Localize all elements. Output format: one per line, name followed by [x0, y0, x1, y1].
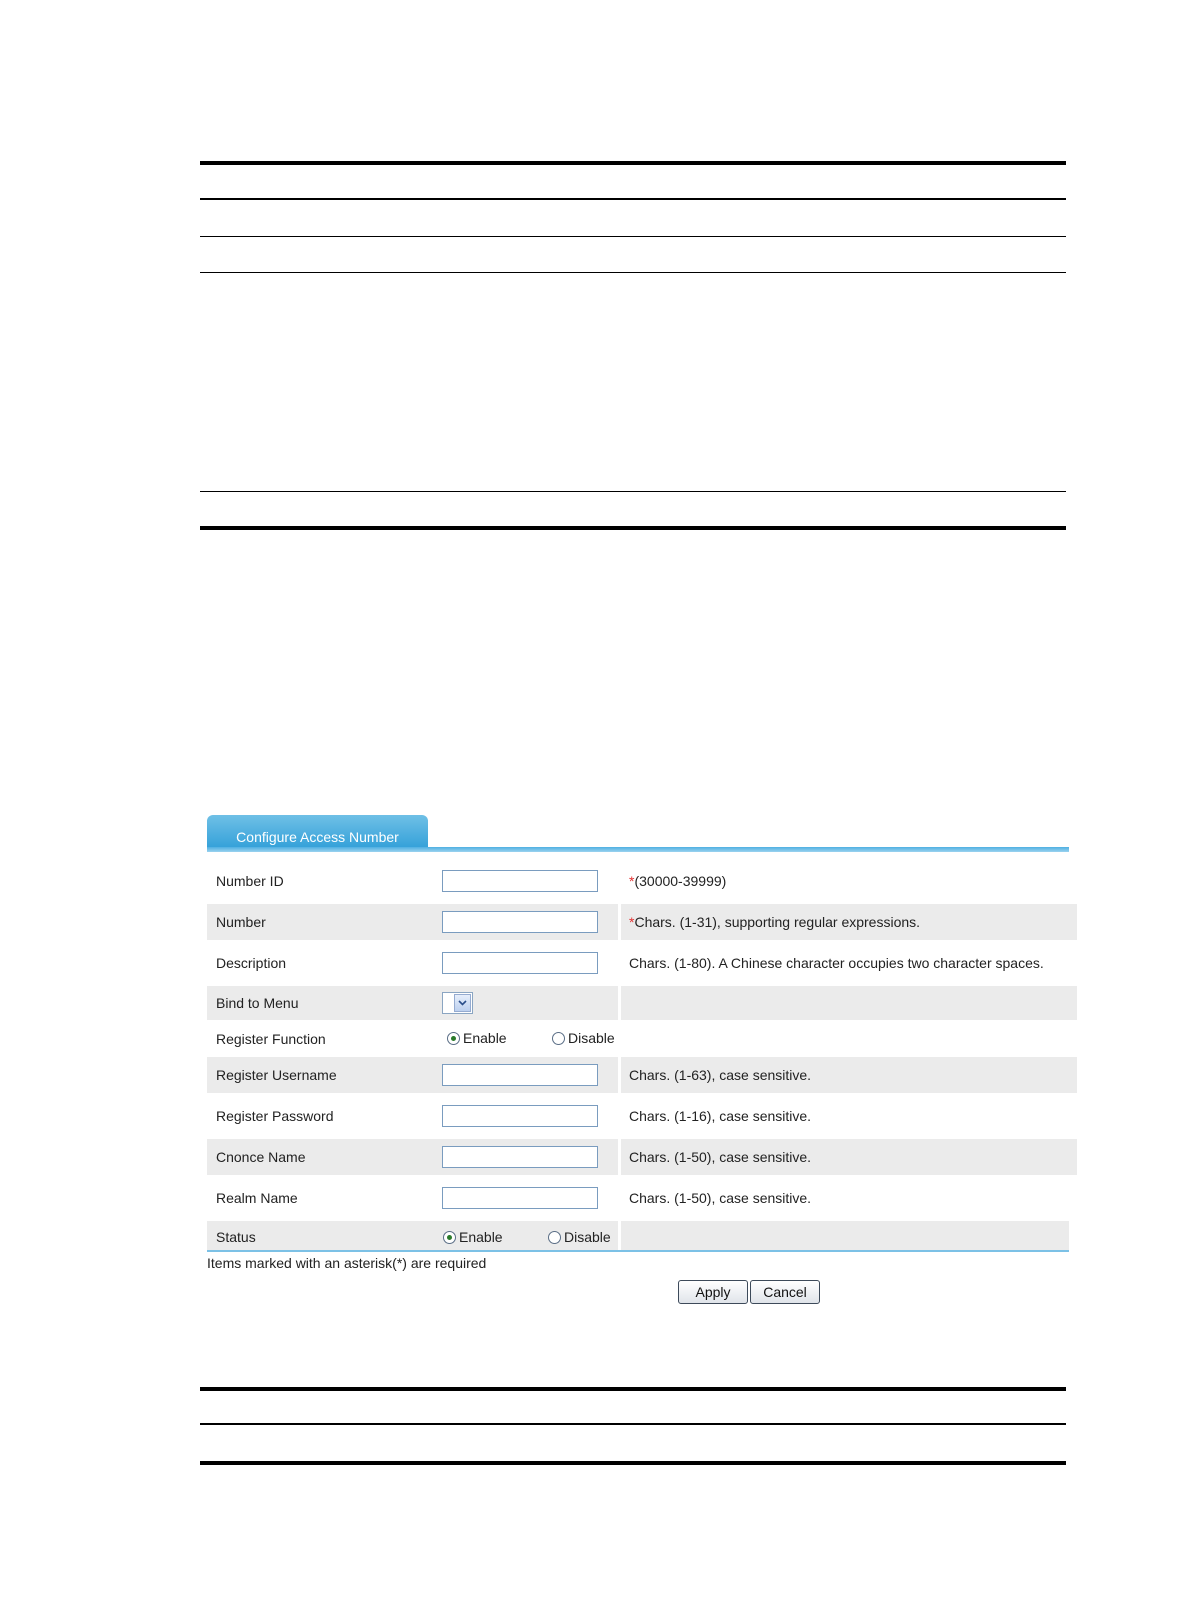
form-row-realm-name [207, 1180, 1069, 1216]
field-hint: Chars. (1-80). A Chinese character occupies two character spaces. [629, 955, 1044, 971]
register-function-disable-option[interactable]: Disable [552, 1030, 615, 1046]
field-label: Cnonce Name [207, 1139, 441, 1175]
form-row-cnonce-name [207, 1139, 1069, 1175]
radio-selected-icon[interactable] [443, 1231, 456, 1244]
field-hint: (30000-39999) [634, 873, 727, 889]
status-disable-option[interactable]: Disable [548, 1229, 611, 1245]
number-input[interactable] [442, 911, 598, 933]
form-row-status [207, 1221, 1069, 1252]
radio-unselected-icon[interactable] [548, 1231, 561, 1244]
tab-configure-access-number[interactable]: Configure Access Number [207, 815, 428, 851]
register-password-input[interactable] [442, 1105, 598, 1127]
required-asterisk: * [629, 873, 635, 889]
table-row-divider [200, 491, 1066, 492]
panel-bottom-line [207, 1250, 1069, 1252]
table-bottom-border [200, 1461, 1066, 1465]
required-note: Items marked with an asterisk(*) are required [207, 1255, 487, 1271]
form-row-number [207, 904, 1069, 940]
field-label: Number ID [216, 873, 284, 889]
field-hint: Chars. (1-50), case sensitive. [621, 1139, 1077, 1175]
table-top-border [200, 1387, 1066, 1391]
field-label: Realm Name [216, 1190, 298, 1206]
form-row-number-id [207, 863, 1069, 899]
field-label: Description [216, 955, 287, 971]
field-hint: Chars. (1-63), case sensitive. [621, 1057, 1077, 1093]
table-row-divider [200, 236, 1066, 237]
field-hint: Chars. (1-16), case sensitive. [629, 1108, 812, 1124]
register-function-enable-option[interactable]: Enable [447, 1030, 507, 1046]
required-asterisk: * [629, 914, 635, 930]
radio-selected-icon[interactable] [447, 1032, 460, 1045]
status-enable-option[interactable]: Enable [443, 1229, 503, 1245]
field-label: Number [207, 904, 441, 940]
apply-button[interactable]: Apply [678, 1280, 748, 1304]
radio-unselected-icon[interactable] [552, 1032, 565, 1045]
tab-underline [207, 847, 1069, 852]
field-label: Register Function [216, 1031, 326, 1047]
form-row-bind-to-menu [207, 986, 1069, 1020]
description-input[interactable] [442, 952, 598, 974]
form-row-description [207, 945, 1069, 981]
table-bottom-border [200, 526, 1066, 530]
cnonce-name-input[interactable] [442, 1146, 598, 1168]
cancel-button[interactable]: Cancel [750, 1280, 820, 1304]
bind-to-menu-select[interactable] [442, 992, 473, 1014]
chevron-down-icon[interactable] [454, 994, 471, 1012]
table-row-divider [200, 272, 1066, 273]
form-row-register-password [207, 1098, 1069, 1134]
form-row-register-username [207, 1057, 1069, 1093]
field-label: Register Username [207, 1057, 441, 1093]
field-label: Status [207, 1221, 441, 1252]
realm-name-input[interactable] [442, 1187, 598, 1209]
number-id-input[interactable] [442, 870, 598, 892]
field-label: Register Password [216, 1108, 334, 1124]
field-label: Bind to Menu [207, 986, 441, 1020]
form-row-register-function [207, 1022, 1069, 1056]
register-username-input[interactable] [442, 1064, 598, 1086]
table-header-divider [200, 1423, 1066, 1425]
table-header-divider [200, 198, 1066, 200]
table-top-border [200, 161, 1066, 165]
field-hint: Chars. (1-31), supporting regular expressions. [634, 914, 921, 930]
field-hint: Chars. (1-50), case sensitive. [629, 1190, 812, 1206]
